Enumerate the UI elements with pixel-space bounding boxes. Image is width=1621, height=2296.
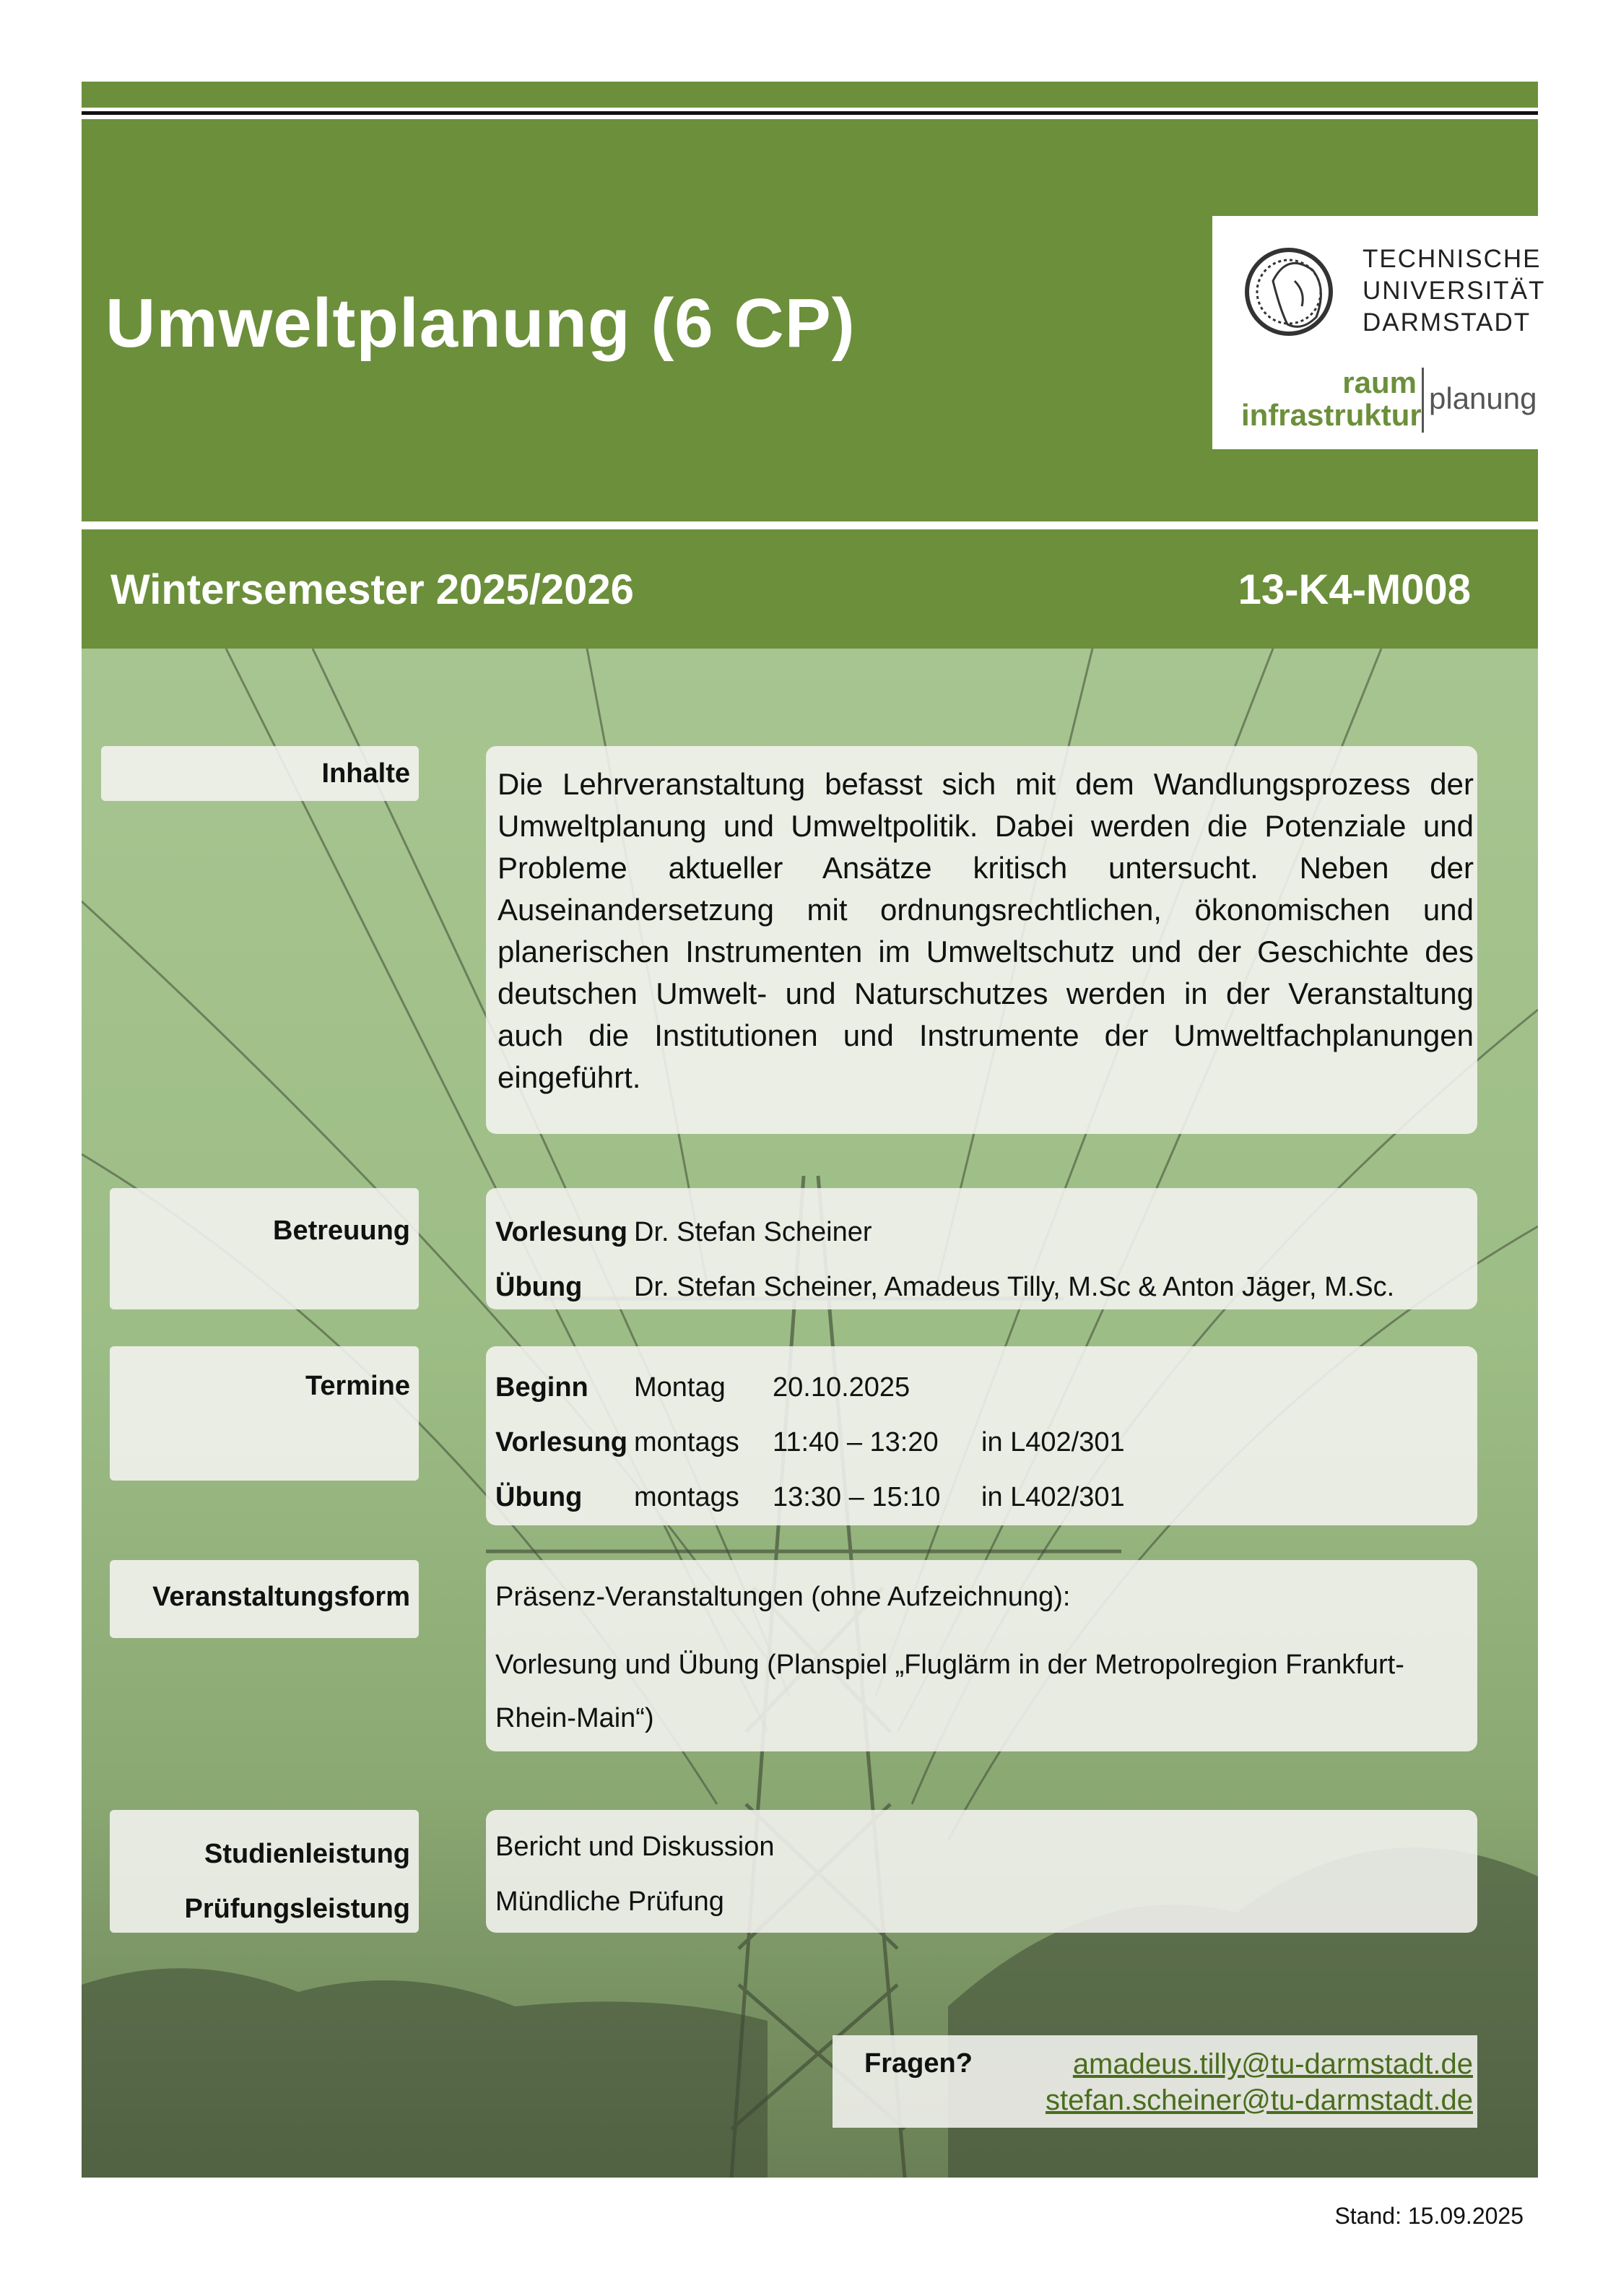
termine-type-2: Vorlesung [495, 1427, 627, 1457]
logo-raum: raum [1342, 365, 1417, 399]
veranstaltungsform-box [486, 1560, 1477, 1751]
termine-day-3: montags [634, 1482, 739, 1512]
termine-type-1: Beginn [495, 1372, 588, 1403]
semester-bar [82, 529, 1538, 649]
studienleistung-text: Bericht und Diskussion [495, 1832, 775, 1862]
logo-planung: planung [1429, 381, 1537, 415]
contact-box [833, 2035, 1477, 2128]
termine-date-1: 20.10.2025 [773, 1372, 911, 1403]
betreuung-box [486, 1188, 1477, 1309]
termine-time-3: 13:30 – 15:10 [773, 1482, 941, 1512]
label-leistung [110, 1810, 419, 1933]
label-termine: Termine [110, 1346, 419, 1481]
inhalte-box [486, 746, 1477, 1134]
logo-separator [1422, 368, 1424, 433]
label-pruefungsleistung: Prüfungsleistung [184, 1894, 410, 1924]
email-link-scheiner[interactable]: stefan.scheiner@tu-darmstadt.de [1045, 2084, 1473, 2116]
leistung-box [486, 1810, 1477, 1933]
stand-date: Stand: 15.09.2025 [1334, 2203, 1524, 2229]
tu-line-2: UNIVERSITÄT [1363, 277, 1546, 305]
top-divider-line [82, 111, 1538, 115]
module-code: 13-K4-M008 [1238, 566, 1471, 613]
betreuung-type-1: Vorlesung [495, 1217, 627, 1247]
termine-room-3: in L402/301 [981, 1482, 1125, 1512]
inhalte-text: Die Lehrveranstaltung befasst sich mit dem Wandlungsprozess der Umweltplanung und Umweltpolitik. Dabei werden die Potenziale und Probleme aktueller Ansätze kritisch untersucht. Neben der Auseinandersetzung mit ordnungsrechtlichen, ökonomischen und planerischen Instrumenten im Umweltschutz und der Geschichte des deutschen Umwelt- und Naturschutzes werden in der Veranstaltung auch die Institutionen und Instrumente der Umweltfachplanungen eingeführt. [497, 767, 1474, 1094]
semester-text: Wintersemester 2025/2026 [110, 566, 634, 613]
veranstaltungsform-line-1: Präsenz-Veranstaltungen (ohne Aufzeichnung): [495, 1582, 1071, 1612]
label-veranstaltungsform: Veranstaltungsform [110, 1560, 419, 1638]
pruefungsleistung-text: Mündliche Prüfung [495, 1886, 724, 1917]
termine-day-1: Montag [634, 1372, 726, 1403]
top-accent-bar [82, 82, 1538, 108]
termine-day-2: montags [634, 1427, 739, 1457]
betreuung-who-2: Dr. Stefan Scheiner, Amadeus Tilly, M.Sc & Anton Jäger, M.Sc. [634, 1272, 1395, 1302]
veranstaltungsform-line-2: Vorlesung und Übung (Planspiel „Fluglärm in der Metropolregion Frankfurt- [495, 1650, 1404, 1680]
label-betreuung: Betreuung [110, 1188, 419, 1309]
tu-line-1: TECHNISCHE [1363, 245, 1542, 273]
betreuung-who-1: Dr. Stefan Scheiner [634, 1217, 872, 1247]
veranstaltungsform-line-3: Rhein-Main“) [495, 1703, 654, 1733]
contact-label: Fragen? [864, 2048, 973, 2079]
tu-name [1363, 243, 1545, 339]
label-studienleistung: Studienleistung [204, 1839, 410, 1869]
termine-room-2: in L402/301 [981, 1427, 1125, 1457]
termine-time-2: 11:40 – 13:20 [773, 1427, 939, 1457]
termine-box [486, 1346, 1477, 1525]
athena-seal-icon [1244, 238, 1342, 350]
logo-infrastruktur: infrastruktur [1241, 398, 1422, 432]
page-title: Umweltplanung (6 CP) [105, 285, 856, 362]
betreuung-type-2: Übung [495, 1272, 583, 1302]
label-inhalte: Inhalte [101, 746, 419, 801]
termine-type-3: Übung [495, 1482, 583, 1512]
email-link-tilly[interactable]: amadeus.tilly@tu-darmstadt.de [1072, 2048, 1473, 2080]
tu-line-3: DARMSTADT [1363, 308, 1531, 337]
university-logo [1212, 216, 1546, 449]
